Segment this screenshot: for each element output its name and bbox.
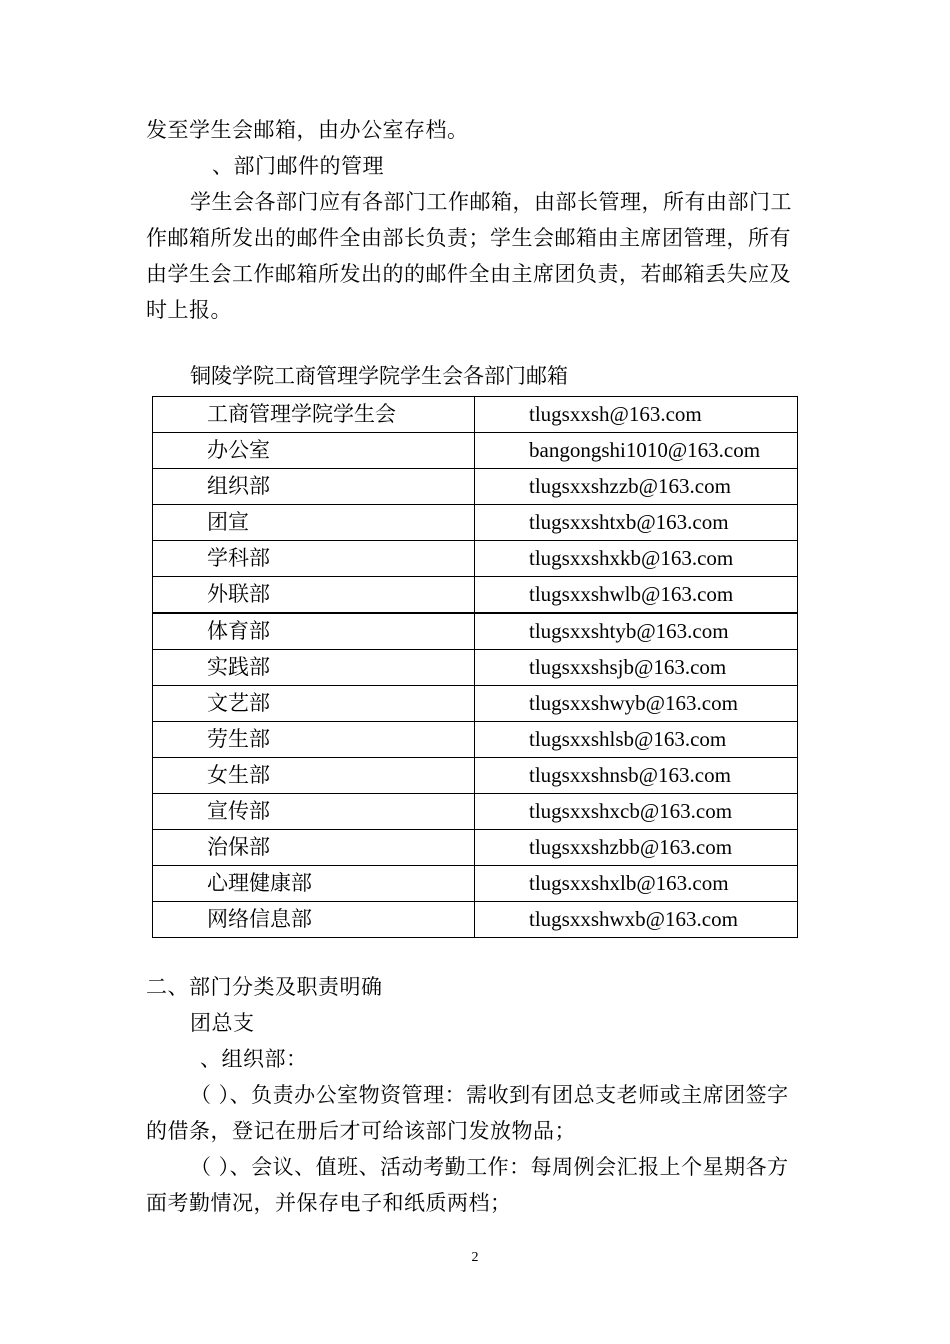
subsection-heading: 、组织部：	[200, 1047, 308, 1071]
table-row	[153, 722, 798, 758]
department-email-cell: tlugsxxshwxb@163.com	[475, 902, 798, 938]
department-name-cell: 体育部	[153, 613, 475, 650]
department-email-cell: tlugsxxsh@163.com	[475, 397, 798, 433]
department-name-cell: 实践部	[153, 650, 475, 686]
table-row	[153, 650, 798, 686]
department-name-cell: 团宣	[153, 505, 475, 541]
paragraph-line: 由学生会工作邮箱所发出的的邮件全由主席团负责，若邮箱丢失应及	[146, 262, 791, 286]
table-row	[153, 577, 798, 614]
subsection-heading: 团总支	[190, 1011, 255, 1035]
table-caption: 铜陵学院工商管理学院学生会各部门邮箱	[190, 364, 568, 388]
department-name-cell: 学科部	[153, 541, 475, 577]
department-name-cell: 劳生部	[153, 722, 475, 758]
paragraph-line: （ ）、会议、值班、活动考勤工作：每周例会汇报上个星期各方	[190, 1155, 789, 1179]
paragraph-line: 时上报。	[146, 298, 232, 322]
section-heading: 二、部门分类及职责明确	[146, 975, 383, 999]
department-email-cell: tlugsxxshzzb@163.com	[475, 469, 798, 505]
department-email-cell: bangongshi1010@163.com	[475, 433, 798, 469]
paragraph-line: 作邮箱所发出的邮件全由部长负责；学生会邮箱由主席团管理，所有	[146, 226, 791, 250]
paragraph-line: （ ）、负责办公室物资管理：需收到有团总支老师或主席团签字	[190, 1083, 789, 1107]
table-row	[153, 794, 798, 830]
department-name-cell: 女生部	[153, 758, 475, 794]
paragraph-line: 的借条，登记在册后才可给该部门发放物品；	[146, 1119, 576, 1143]
department-email-cell: tlugsxxshtyb@163.com	[475, 613, 798, 650]
department-name-cell: 组织部	[153, 469, 475, 505]
paragraph-line: 学生会各部门应有各部门工作邮箱，由部长管理，所有由部门工	[190, 190, 792, 214]
department-name-cell: 办公室	[153, 433, 475, 469]
department-email-cell: tlugsxxshwlb@163.com	[475, 577, 798, 614]
table-row	[153, 397, 798, 433]
paragraph-line: 发至学生会邮箱，由办公室存档。	[146, 118, 469, 142]
department-name-cell: 外联部	[153, 577, 475, 614]
section-heading: 、部门邮件的管理	[212, 154, 384, 178]
department-name-cell: 网络信息部	[153, 902, 475, 938]
table-row	[153, 505, 798, 541]
table-row	[153, 830, 798, 866]
department-name-cell: 文艺部	[153, 686, 475, 722]
department-email-cell: tlugsxxshwyb@163.com	[475, 686, 798, 722]
table-row	[153, 541, 798, 577]
department-email-cell: tlugsxxshsjb@163.com	[475, 650, 798, 686]
department-email-cell: tlugsxxshzbb@163.com	[475, 830, 798, 866]
table-row	[153, 866, 798, 902]
department-name-cell: 心理健康部	[153, 866, 475, 902]
department-email-cell: tlugsxxshnsb@163.com	[475, 758, 798, 794]
department-name-cell: 治保部	[153, 830, 475, 866]
table-row	[153, 433, 798, 469]
department-name-cell: 宣传部	[153, 794, 475, 830]
department-email-table	[152, 396, 798, 938]
department-name-cell: 工商管理学院学生会	[153, 397, 475, 433]
department-email-cell: tlugsxxshxcb@163.com	[475, 794, 798, 830]
paragraph-line: 面考勤情况，并保存电子和纸质两档；	[146, 1191, 512, 1215]
department-email-cell: tlugsxxshlsb@163.com	[475, 722, 798, 758]
department-email-cell: tlugsxxshxkb@163.com	[475, 541, 798, 577]
table-row	[153, 686, 798, 722]
department-email-cell: tlugsxxshxlb@163.com	[475, 866, 798, 902]
table-row	[153, 613, 798, 650]
department-email-cell: tlugsxxshtxb@163.com	[475, 505, 798, 541]
table-row	[153, 758, 798, 794]
table-row	[153, 902, 798, 938]
table-row	[153, 469, 798, 505]
page-number: 2	[471, 1250, 479, 1265]
